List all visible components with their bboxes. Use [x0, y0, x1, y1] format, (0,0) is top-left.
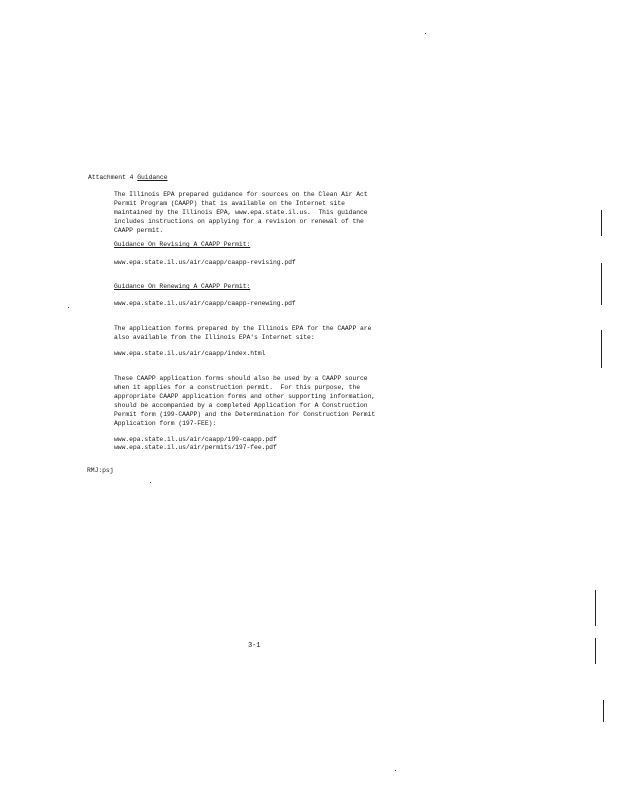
forms-line: also available from the Illinois EPA's Internet site:	[114, 334, 315, 341]
intro-line: maintained by the Illinois EPA, www.epa.state.il.us. This guidance	[114, 209, 368, 216]
intro-line: Permit Program (CAAPP) that is available on the Internet site	[114, 200, 345, 207]
construction-line: when it applies for a construction permit. For this purpose, the	[114, 384, 361, 391]
scan-mark	[595, 638, 596, 664]
form-199-link[interactable]: www.epa.state.il.us/air/caapp/199-caapp.pdf	[114, 436, 277, 443]
construction-line: Application form (197-FEE):	[114, 420, 217, 427]
scan-speck	[425, 33, 426, 34]
revising-guidance-link[interactable]: www.epa.state.il.us/air/caapp/caapp-revising.pdf	[114, 259, 296, 266]
forms-line: The application forms prepared by the Illinois EPA for the CAAPP are	[114, 325, 372, 332]
construction-line: These CAAPP application forms should also be used by a CAAPP source	[114, 375, 368, 382]
page-number: 3-1	[248, 642, 261, 650]
scan-speck	[150, 482, 151, 483]
renewing-guidance-title: Guidance On Renewing A CAAPP Permit:	[114, 283, 251, 290]
scan-mark	[601, 210, 602, 236]
construction-line: Permit form (199-CAAPP) and the Determination for Construction Permit	[114, 411, 376, 418]
construction-line: should be accompanied by a completed Application for A Construction	[114, 402, 368, 409]
attachment-heading	[88, 173, 168, 182]
construction-line: appropriate CAAPP application forms and other supporting information,	[114, 393, 376, 400]
intro-line: includes instructions on applying for a revision or renewal of the	[114, 218, 364, 225]
form-197-link[interactable]: www.epa.state.il.us/air/permits/197-fee.pdf	[114, 444, 277, 451]
intro-line: The Illinois EPA prepared guidance for sources on the Clean Air Act	[114, 191, 368, 198]
scan-mark	[603, 700, 604, 722]
heading-prefix: Attachment 4	[88, 174, 138, 181]
scan-mark	[601, 330, 602, 368]
scan-speck	[395, 770, 396, 771]
scan-mark	[595, 590, 596, 626]
forms-index-link[interactable]: www.epa.state.il.us/air/caapp/index.html	[114, 350, 266, 357]
scan-mark	[601, 263, 602, 305]
author-initials: RMJ:psj	[87, 467, 114, 474]
renewing-guidance-link[interactable]: www.epa.state.il.us/air/caapp/caapp-renewing.pdf	[114, 300, 296, 307]
intro-line: CAAPP permit.	[114, 227, 164, 234]
heading-title: Guidance	[137, 174, 168, 181]
revising-guidance-title: Guidance On Revising A CAAPP Permit:	[114, 241, 251, 248]
scan-speck	[68, 307, 69, 308]
